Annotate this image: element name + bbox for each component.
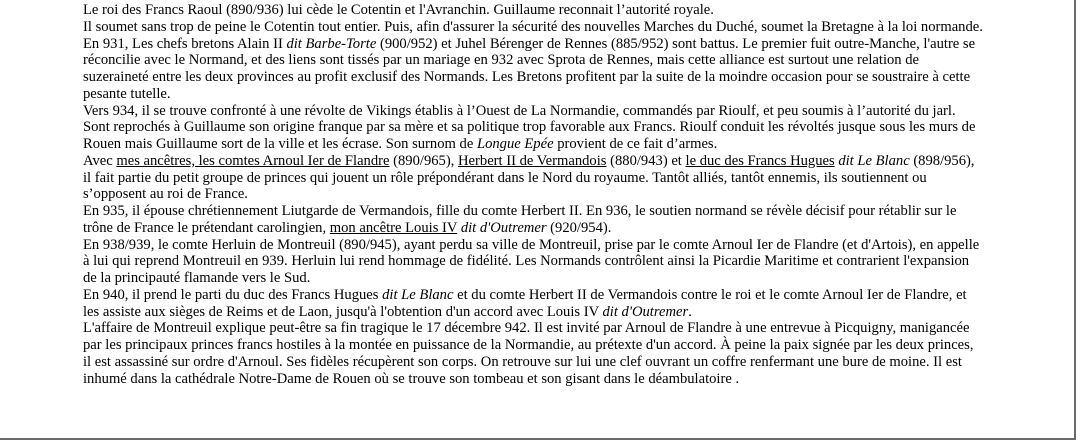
paragraph-text: Il soumet sans trop de peine le Cotentin tout entier. Puis, afin d'assurer la sécurité des nouvelles Marches du Duché, soumet la Bretagne à la loi normande. — [83, 18, 983, 35]
text-run: En 940, il prend le parti du duc des Francs Hugues — [83, 286, 383, 303]
text-line — [83, 52, 1071, 69]
text-line — [83, 186, 1071, 203]
text-run: En 935, il épouse chrétiennement Liutgarde de Vermandois, fille du comte Herbert II. En 936, le soutien normand se révèle décisif pour rétablir sur le — [83, 203, 957, 219]
paragraph-bretons — [83, 36, 1071, 103]
text-run: réconcilie avec le Normand, et des liens sont tissés par un mariage en 932 avec Sprota de Rennes, mais cette alliance est surtout une relation de — [83, 52, 920, 69]
article-body — [83, 2, 1071, 387]
text-run: (900/952) et Juhel Bérenger de Rennes (885/952) sont battus. Le premier fuit outre-Manche, l'autre se — [376, 35, 976, 52]
epithet-text: dit Barbe-Torte — [286, 35, 377, 52]
text-run: Sont reprochés à Guillaume son origine franque par sa mère et sa politique trop favorable aux Francs. Rioulf conduit les révoltés jusque sous les murs de — [83, 119, 976, 136]
paragraph-vikings — [83, 103, 1071, 153]
text-run: L'affaire de Montreuil explique peut-être sa fin tragique le 17 décembre 942. Il est invité par Arnoul de Flandre à une entrevue à Picquigny, manigancée — [83, 320, 970, 337]
text-line — [83, 320, 1071, 337]
paragraph-raoul — [83, 2, 1071, 19]
paragraph-montreuil-fin — [83, 320, 1071, 387]
ancestor-link-herbert[interactable]: Herbert II de Vermandois — [458, 152, 607, 169]
text-run: En 931, Les chefs bretons Alain II — [83, 35, 287, 52]
text-line — [83, 203, 1071, 220]
text-run: . — [688, 303, 692, 320]
text-run: inhumé dans la cathédrale Notre-Dame de Rouen où se trouve son tombeau et son gisant dans le déambulatoire . — [83, 370, 740, 387]
paragraph-herluin — [83, 237, 1071, 287]
text-line — [83, 354, 1071, 371]
epithet-text: dit d'Outremer — [602, 303, 689, 320]
epithet-text: dit Le Blanc — [382, 286, 454, 303]
text-line — [83, 69, 1071, 86]
text-line — [83, 304, 1071, 321]
text-line — [83, 136, 1071, 153]
paragraph-cotentin — [83, 19, 1071, 36]
text-run: suzeraineté entre les deux provinces au profit exclusif des Normands. Les Bretons profitent par la suite de la moindre occasion pour se soustraire à cette — [83, 69, 971, 85]
text-run: (880/943) et — [606, 152, 686, 169]
ancestor-link-louis[interactable]: mon ancêtre Louis IV — [329, 219, 458, 236]
text-line — [83, 86, 1071, 103]
text-run: à lui qui reprend Montreuil en 939. Herluin lui rend hommage de fidélité. Les Normands contrôlent ainsi la Picardie Maritime et contrarient l'expansion — [83, 253, 970, 270]
text-run: En 938/939, le comte Herluin de Montreuil (890/945), ayant perdu sa ville de Montreuil, prise par le comte Arnoul Ier de Flandre (et d'Artois), en appelle — [83, 236, 980, 253]
text-line — [83, 253, 1071, 270]
text-line — [83, 170, 1071, 187]
paragraph-liutgarde — [83, 203, 1071, 237]
text-line — [83, 371, 1071, 388]
text-line — [83, 287, 1071, 304]
paragraph-princes — [83, 153, 1071, 203]
text-run: de la principauté flamande vers le Sud. — [83, 270, 311, 286]
paragraph-940 — [83, 287, 1071, 321]
text-run: (890/965), — [389, 152, 459, 169]
text-run: par les principaux princes francs hostiles à la montée en puissance de la Normandie, au prétexte d'un accord. À peine la paix signée par les deux princes, — [83, 337, 974, 353]
paragraph-text: Le roi des Francs Raoul (890/936) lui cède le Cotentin et l'Avranchin. Guillaume reconnait l’autorité royale. — [83, 2, 714, 18]
text-line — [83, 220, 1071, 237]
text-run: (920/954). — [546, 219, 612, 236]
text-line — [83, 36, 1071, 53]
text-run: trône de France le prétendant carolingien, — [83, 219, 330, 236]
epithet-text: dit d'Outremer — [460, 219, 547, 236]
text-run: s’opposent au roi de France. — [83, 186, 248, 203]
text-run: il fait partie du petit groupe de princes qui jouent un rôle prépondérant dans le Nord du royaume. Tantôt alliés, tantôt ennemis, ils soutiennent ou — [83, 169, 927, 186]
text-run: Rouen mais Guillaume sort de la ville et les écrase. Son surnom de — [83, 136, 477, 152]
text-run: il est assassiné sur ordre d'Arnoul. Ses fidèles récupèrent son corps. On retrouve sur lui une clef ouvrant un coffre renfermant une bure de moine. Il est — [83, 353, 962, 370]
text-run: pesante tutelle. — [83, 85, 171, 102]
text-line — [83, 270, 1071, 287]
text-line — [83, 103, 1071, 120]
text-run: les assiste aux sièges de Reims et de Laon, jusqu'à l'obtention d'un accord avec Louis IV — [83, 303, 603, 320]
text-line — [83, 337, 1071, 354]
ancestor-link-arnoul[interactable]: mes ancêtres, les comtes Arnoul Ier de Flandre — [116, 152, 390, 169]
epithet-text: Longue Epée — [476, 136, 554, 152]
text-run: (898/956), — [909, 152, 975, 169]
text-line — [83, 153, 1071, 170]
text-line — [83, 237, 1071, 254]
ancestor-link-hugues[interactable]: le duc des Francs Hugues — [685, 152, 835, 169]
epithet-text: dit Le Blanc — [838, 152, 910, 169]
text-run: provient de ce fait d’armes. — [553, 136, 718, 152]
text-run: et du comte Herbert II de Vermandois contre le roi et le comte Arnoul Ier de Flandre, et — [453, 286, 967, 303]
text-run: Vers 934, il se trouve confronté à une révolte de Vikings établis à l’Ouest de La Normandie, commandés par Rioulf, et peu soumis à l’autorité du jarl. — [83, 102, 956, 119]
text-line — [83, 119, 1071, 136]
text-run: Avec — [83, 152, 117, 169]
